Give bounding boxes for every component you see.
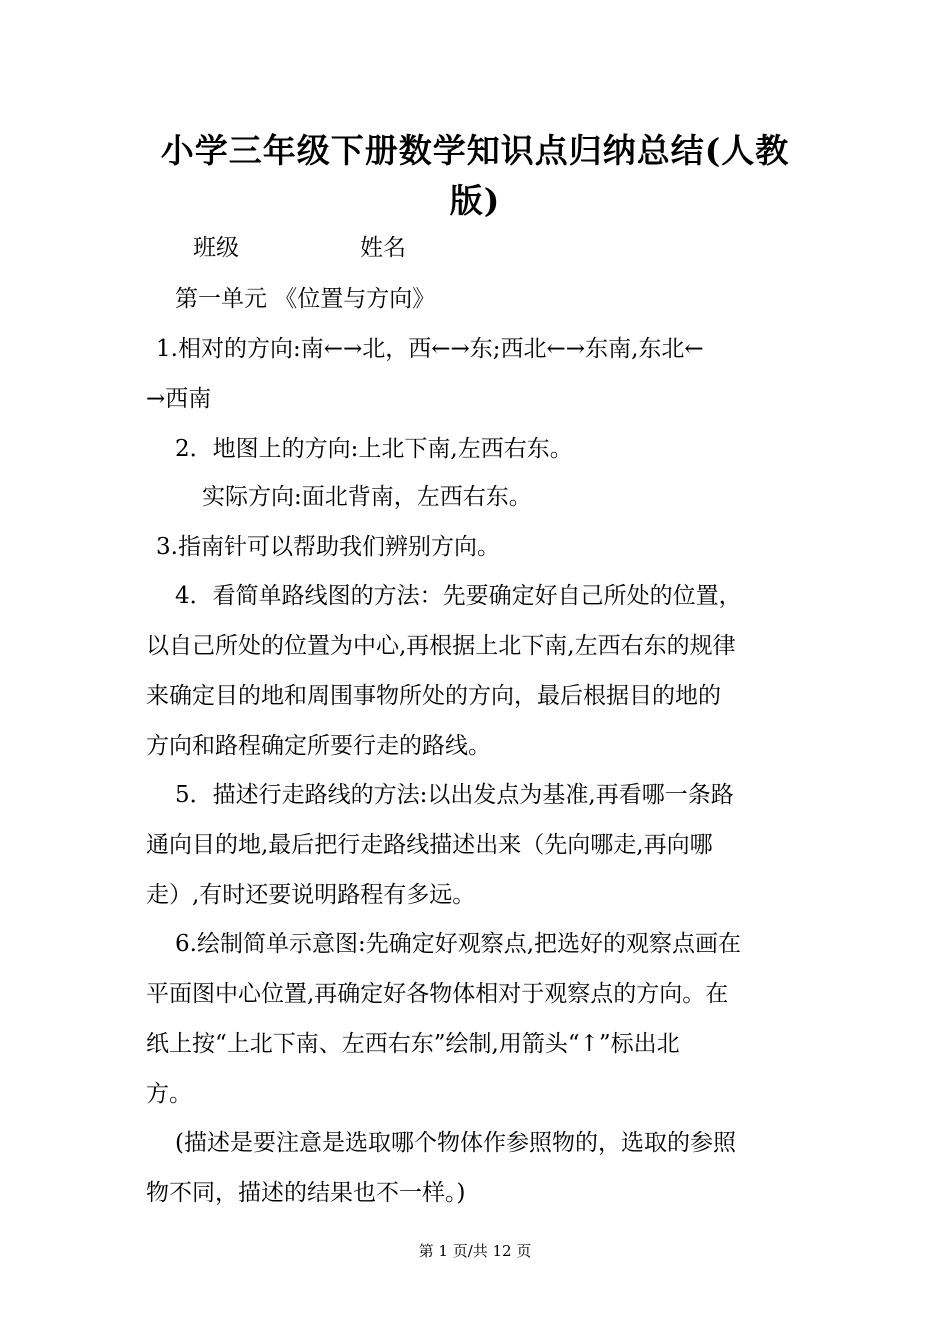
item-4-line: 方向和路程确定所要行走的路线。: [146, 733, 491, 759]
item-4-line: 4．看简单路线图的方法：先要确定好自己所处的位置，: [175, 583, 742, 609]
item-2-line-1: 2．地图上的方向:上北下南,左西右东。: [175, 436, 573, 462]
item-3: 3.指南针可以帮助我们辨别方向。: [156, 534, 500, 560]
class-label: 班级: [193, 235, 239, 261]
item-6-line: 纸上按“上北下南、左西右东”绘制,用箭头“↑”标出北: [146, 1031, 680, 1057]
note-paragraph: [146, 1118, 806, 1218]
item-1-line-2: →西南: [146, 386, 212, 412]
title-line-2: 版): [449, 181, 501, 220]
item-6-line: 平面图中心位置,再确定好各物体相对于观察点的方向。在: [146, 981, 729, 1007]
note-line: (描述是要注意是选取哪个物体作参照物的，选取的参照: [175, 1130, 736, 1156]
item-6-line: 6.绘制简单示意图:先确定好观察点,把选好的观察点画在: [175, 931, 742, 957]
item-4-line: 以自己所处的位置为中心,再根据上北下南,左西右东的规律: [146, 633, 736, 659]
item-2-line-2: 实际方向:面北背南，左西右东。: [202, 484, 532, 510]
item-5-line: 走）,有时还要说明路程有多远。: [146, 882, 476, 908]
item-4-line: 来确定目的地和周围事物所处的方向，最后根据目的地的: [146, 683, 721, 709]
unit-heading: 第一单元 《位置与方向》: [175, 286, 436, 312]
item-6-line: 方。: [146, 1081, 192, 1107]
item-5-line: 5．描述行走路线的方法:以出发点为基准,再看哪一条路: [175, 782, 734, 808]
item-4-paragraph: [146, 571, 806, 771]
title-line-1: 小学三年级下册数学知识点归纳总结(人教: [160, 131, 790, 170]
item-5-paragraph: [146, 770, 806, 920]
document-title: [140, 126, 810, 226]
item-1-line-1: 1.相对的方向:南←→北，西←→东;西北←→东南,东北←: [156, 336, 704, 362]
item-5-line: 通向目的地,最后把行走路线描述出来（先向哪走,再向哪: [146, 832, 713, 858]
item-6-paragraph: [146, 919, 806, 1119]
name-label: 姓名: [360, 235, 406, 261]
note-line: 物不同，描述的结果也不一样。): [146, 1180, 466, 1206]
page-footer: 第 1 页/共 12 页: [418, 1242, 532, 1260]
